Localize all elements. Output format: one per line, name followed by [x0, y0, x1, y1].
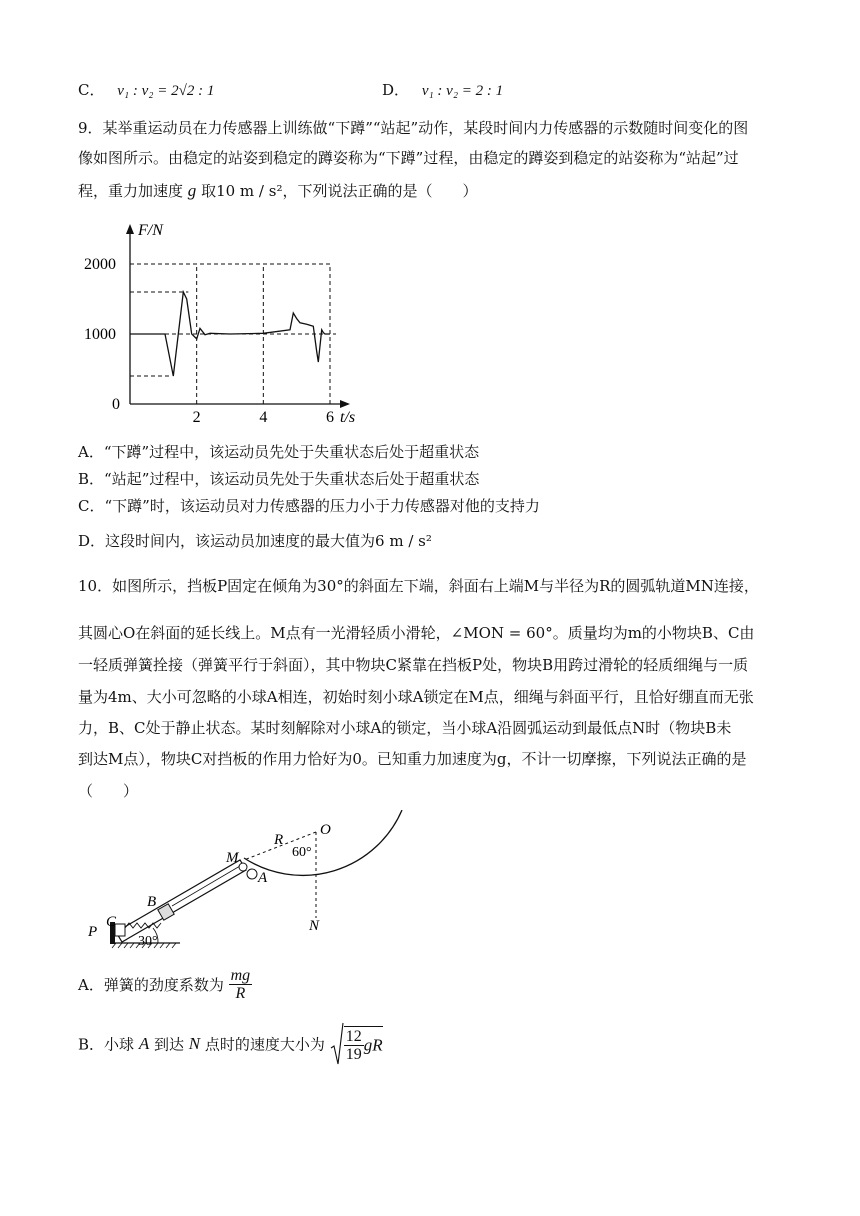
y-tick-label: 1000: [84, 326, 116, 343]
q10-stem-line1: 10．如图所示，挡板P固定在倾角为30°的斜面左下端，斜面右上端M与半径为R的圆弧轨道MN连接，: [78, 577, 759, 595]
q10-stem-line7: （ ）: [78, 782, 139, 800]
y-tick-label: 0: [112, 396, 120, 413]
label-m: M: [226, 850, 239, 866]
q10-option-b: [78, 1022, 383, 1066]
q10-option-a-fraction: [229, 967, 253, 1002]
label-b: B: [147, 894, 157, 910]
pulley: [239, 863, 247, 871]
label-a: A: [258, 870, 268, 886]
q9-stem-line3: [78, 180, 477, 201]
label-r: R: [274, 832, 284, 848]
x-tick-label: 4: [259, 409, 268, 424]
q8-option-d-letter: D．: [382, 81, 410, 99]
q9-stem-line2: 像如图所示。由稳定的站姿到稳定的蹲姿称为“下蹲”过程，由稳定的蹲姿到稳定的站姿称为“站起”过: [78, 149, 739, 167]
q10-option-b-n: N: [188, 1034, 201, 1053]
q10-option-b-a: A: [138, 1034, 150, 1053]
fraction-denominator: 19: [345, 1045, 362, 1063]
q9-option-a: A．“下蹲”过程中，该运动员先处于失重状态后处于超重状态: [78, 443, 480, 461]
q9-stem-line3-b: 取10 m / s²，下列说法正确的是（ ）: [201, 182, 478, 200]
sqrt-sign: [330, 1022, 344, 1066]
ball-a: [247, 869, 257, 879]
x-axis-arrow-icon: [340, 400, 350, 408]
q10-stem-line5: 力，B、C处于静止状态。某时刻解除对小球A的锁定，当小球A沿圆弧运动到最低点N时（物块B未: [78, 719, 732, 737]
q10-stem-line6: 到达M点），物块C对挡板的作用力恰好为0。已知重力加速度为g，不计一切摩擦，下列说法正确的是: [78, 750, 747, 768]
q9-option-c: C．“下蹲”时，该运动员对力传感器的压力小于力传感器对他的支持力: [78, 497, 540, 515]
chart-x-label: t/s: [340, 409, 356, 424]
q10-stem-line4: 量为4m、大小可忽略的小球A相连，初始时刻小球A锁定在M点，细绳与斜面平行，且恰好绷直而无张: [78, 688, 754, 706]
label-n: N: [309, 918, 320, 934]
sqrt-expression: [330, 1022, 383, 1066]
q10-option-b-gr: gR: [363, 1035, 383, 1054]
chart-axes: [126, 224, 350, 408]
q9-stem-line1: 9．某举重运动员在力传感器上训练做“下蹲”“站起”动作，某段时间内力传感器的示数随时间变化的图: [78, 119, 749, 137]
x-tick-label: 6: [326, 409, 334, 424]
incline-arc-figure: [80, 810, 420, 960]
y-tick-label: 2000: [84, 256, 116, 273]
q9-stem-line3-a: 程，重力加速度: [78, 182, 184, 200]
q10-stem-line2: 其圆心O在斜面的延长线上。M点有一光滑轻质小滑轮，∠MON = 60°。质量均为m的小物块B、C由: [78, 624, 755, 642]
q8-option-d-expr: v₁ : v₂ = 2 : 1: [421, 83, 504, 99]
fraction-numerator: mg: [230, 967, 251, 984]
force-time-chart: [78, 218, 358, 424]
q9-option-b: B．“站起”过程中，该运动员先处于失重状态后处于超重状态: [78, 470, 480, 488]
q8-option-c: [78, 79, 214, 100]
q9-option-d: D．这段时间内，该运动员加速度的最大值为6 m / s²: [78, 532, 432, 550]
q10-option-a: [78, 967, 252, 1002]
q8-option-c-letter: C．: [78, 81, 105, 99]
label-c: C: [106, 914, 117, 930]
label-angle-30: 30°: [138, 934, 158, 949]
string: [172, 866, 240, 906]
x-tick-label: 2: [192, 409, 201, 424]
q10-option-b-text: B．小球: [78, 1035, 135, 1054]
label-p: P: [88, 924, 98, 940]
q10-option-b-mid: 到达: [153, 1035, 184, 1054]
q9-g-symbol: g: [187, 181, 197, 200]
label-angle-60: 60°: [292, 845, 312, 860]
chart-y-label: F/N: [138, 222, 163, 239]
q8-option-d: [382, 79, 503, 100]
q10-stem-line3: 一轻质弹簧拴接（弹簧平行于斜面），其中物块C紧靠在挡板P处，物块B用跨过滑轮的轻质细绳与一质: [78, 656, 749, 674]
y-axis-arrow-icon: [126, 224, 134, 234]
q8-option-c-expr: v₁ : v₂ = 2√2 : 1: [117, 83, 215, 99]
arc-track: [244, 810, 402, 875]
q10-option-b-fraction: [344, 1028, 364, 1063]
q10-option-a-text: A．弹簧的劲度系数为: [78, 976, 224, 994]
fraction-denominator: R: [235, 985, 246, 1002]
block-c: [115, 924, 125, 936]
q10-option-b-text2: 点时的速度大小为: [204, 1035, 325, 1054]
label-o: O: [320, 822, 331, 838]
fraction-numerator: 12: [345, 1027, 362, 1045]
